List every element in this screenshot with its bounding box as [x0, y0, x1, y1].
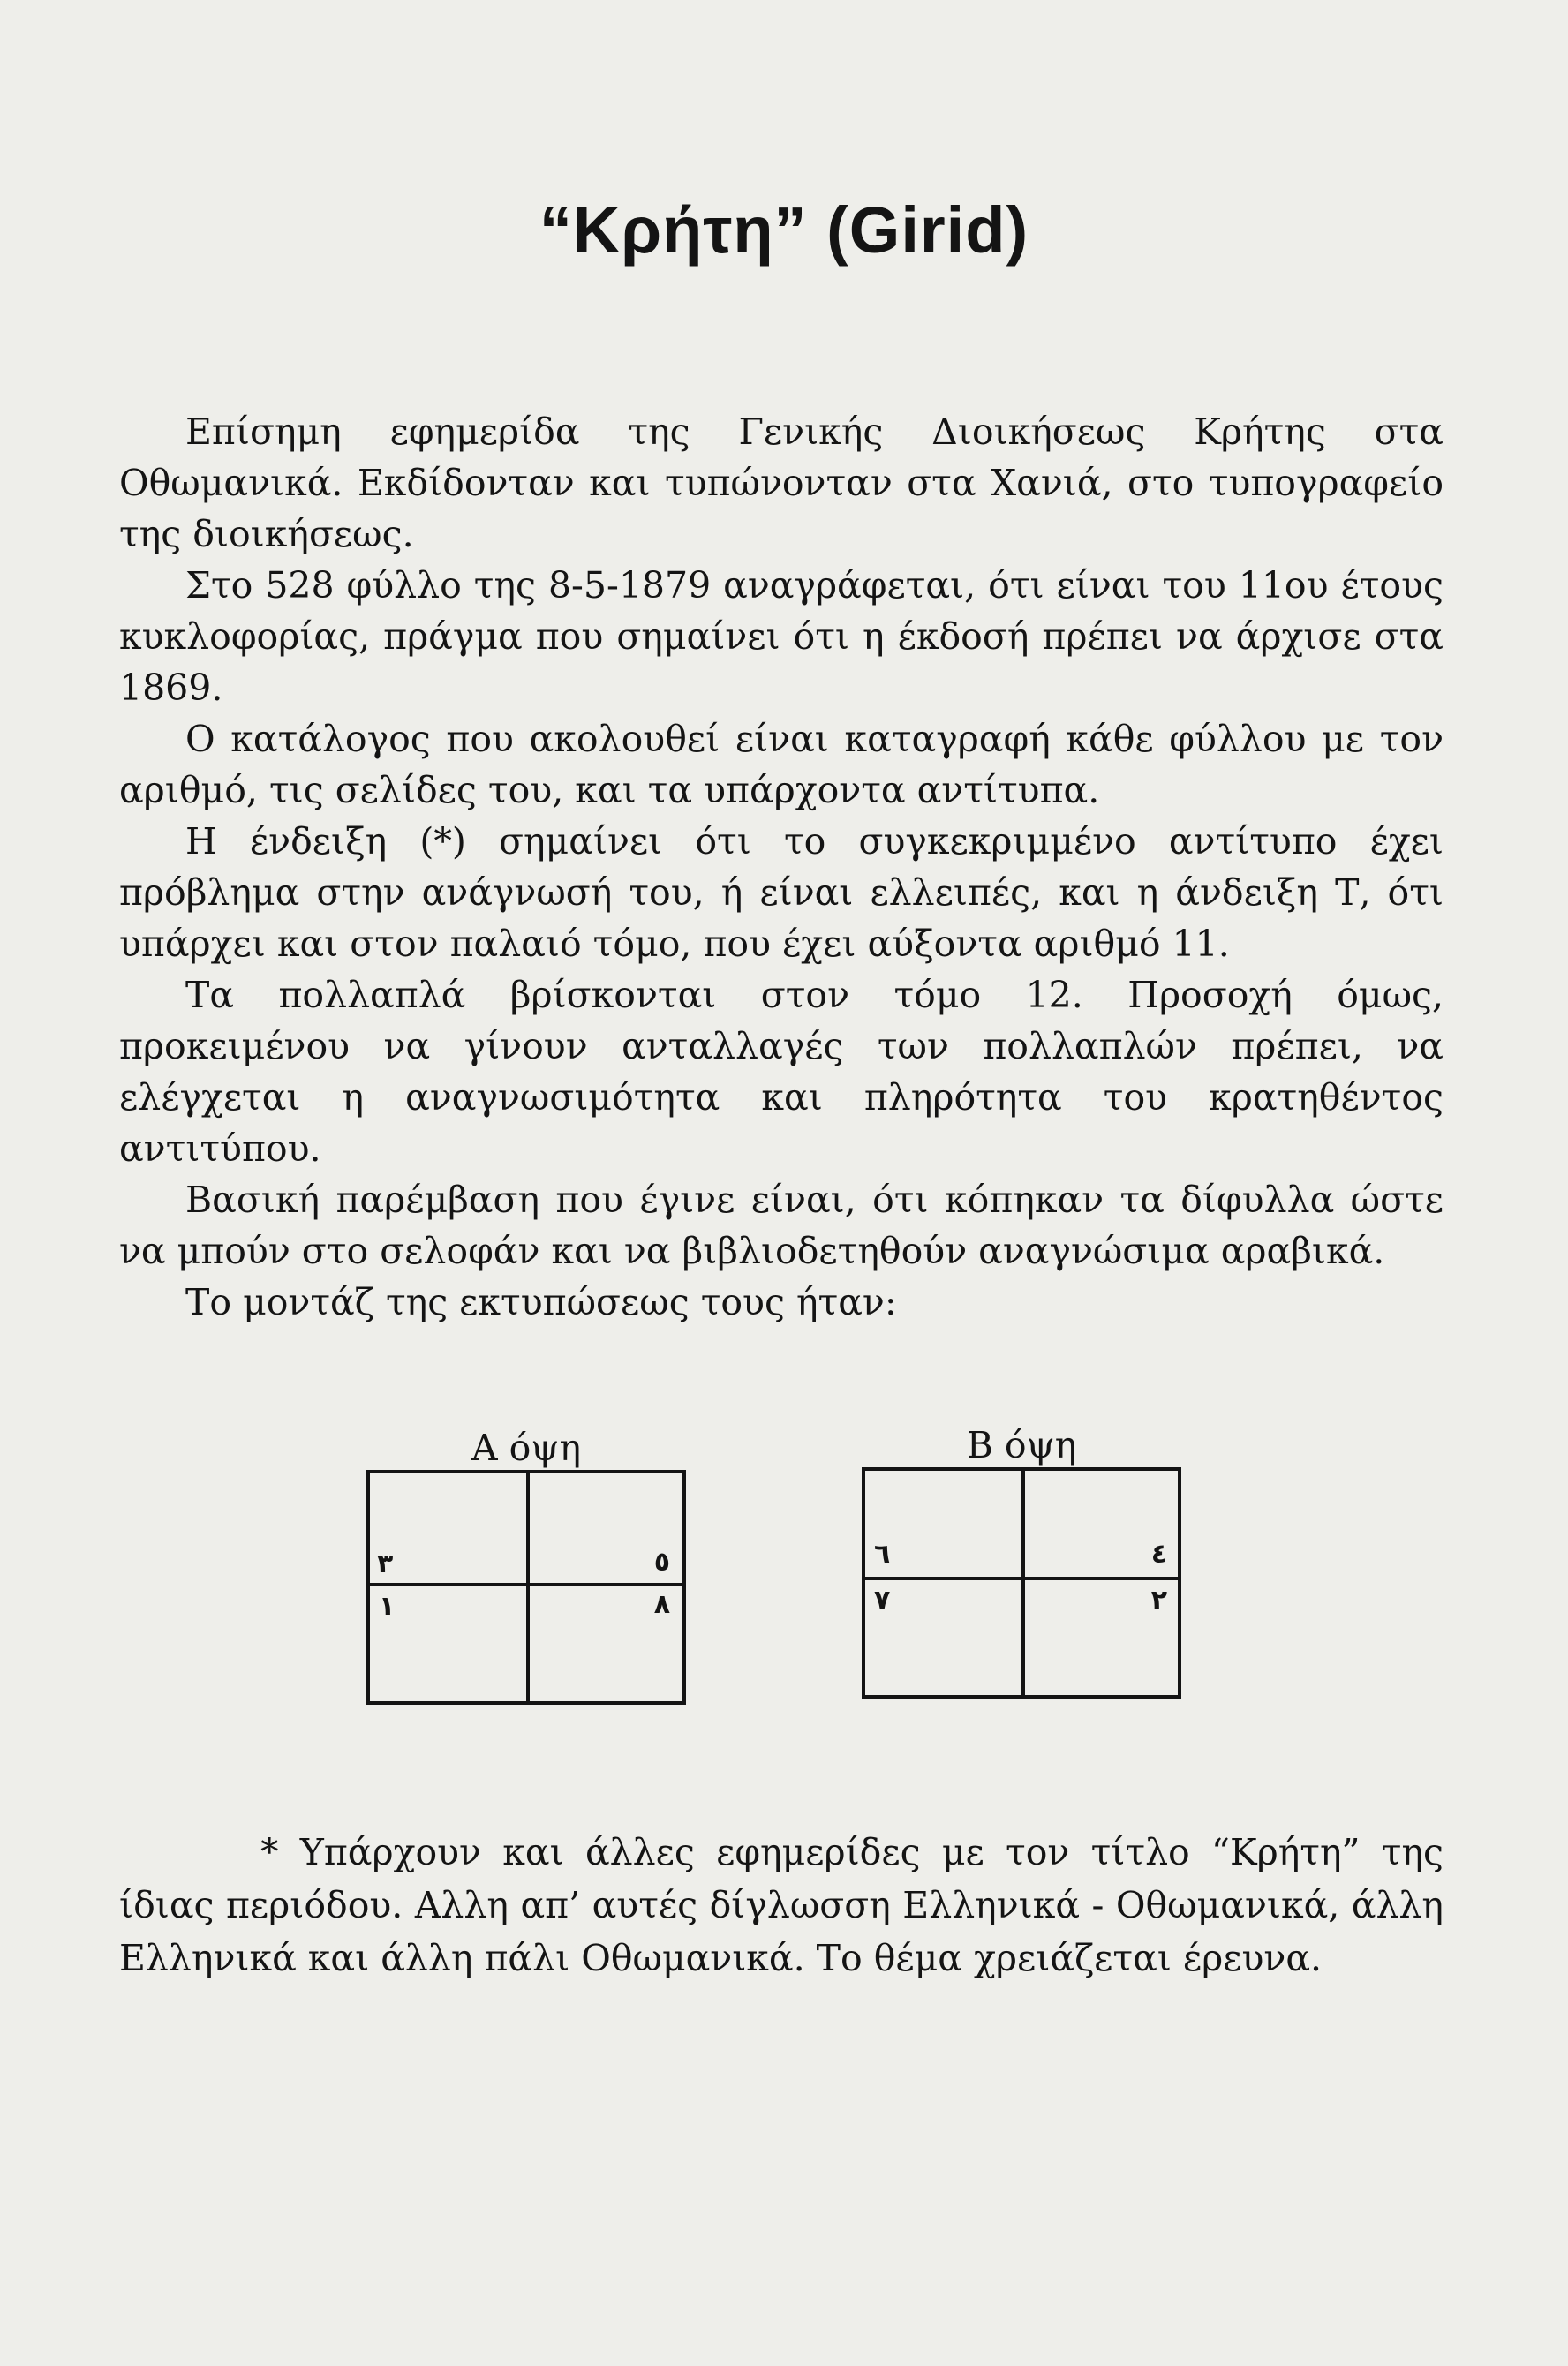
grid-vertical-line: [526, 1473, 530, 1701]
page-number-bottom-left: ١: [379, 1591, 396, 1622]
body-text: [119, 406, 1444, 1328]
footnote: * Υπάρχουν και άλλες εφημερίδες με τον τίτλο “Κρήτη” της ίδιας περιόδου. Αλλη απ’ αυτές δίγλωσση Ελληνικά - Οθωμανικά, άλλη Ελληνικά και άλλη πάλι Οθωμανικά. Το θέμα χρειάζεται έρευνα.: [119, 1831, 1444, 1979]
page-number-bottom-right: ٢: [1150, 1585, 1167, 1616]
page-number-bottom-right: ٨: [653, 1589, 670, 1620]
page-number-top-right: ٥: [653, 1547, 670, 1578]
diagram-side-b: [862, 1423, 1181, 1706]
diagram-side-a: [366, 1426, 686, 1708]
paragraph-duplicates: Τα πολλαπλά βρίσκονται στον τόμο 12. Προσοχή όμως, προκειμένου να γίνουν ανταλλαγές των πολλαπλών πρέπει, να ελέγχεται η αναγνωσιμότητα και πληρότητα του κρατηθέντος αντιτύπου.: [119, 974, 1444, 1170]
paragraph-intervention: Βασική παρέμβαση που έγινε είναι, ότι κόπηκαν τα δίφυλλα ώστε να μπούν στο σελοφάν και να βιβλιοδετηθούν αναγνώσιμα αραβικά.: [119, 1179, 1444, 1272]
page-number-top-right: ٤: [1150, 1539, 1167, 1570]
grid-horizontal-line: [370, 1583, 682, 1586]
paragraph-markers: Η ένδειξη (*) σημαίνει ότι το συγκεκριμμένο αντίτυπο έχει πρόβλημα στην ανάγνωσή του, ή είναι ελλειπές, και η άνδειξη Τ, ότι υπάρχει και στον παλαιό τόμο, που έχει αύξοντα αριθμό 11.: [119, 820, 1444, 965]
paragraph-catalogue: Ο κατάλογος που ακολουθεί είναι καταγραφή κάθε φύλλου με τον αριθμό, τις σελίδες του, και τα υπάρχοντα αντίτυπα.: [119, 718, 1444, 811]
paragraph-intro: Επίσημη εφημερίδα της Γενικής Διοικήσεως Κρήτης στα Οθωμανικά. Εκδίδονταν και τυπώνονταν στα Χανιά, στο τυπογραφείο της διοικήσεως.: [119, 411, 1444, 555]
page-title: “Κρήτη” (Girid): [539, 193, 1029, 267]
grid-vertical-line: [1021, 1471, 1025, 1695]
grid-horizontal-line: [865, 1577, 1178, 1580]
diagram-side-a-grid: [366, 1470, 686, 1705]
diagram-side-a-caption: Α όψη: [471, 1427, 582, 1469]
page-number-bottom-left: ٧: [874, 1585, 891, 1616]
page-number-top-left: ٦: [874, 1539, 891, 1570]
page-number-top-left: ٣: [377, 1548, 394, 1579]
paragraph-issue-528: Στο 528 φύλλο της 8-5-1879 αναγράφεται, ότι είναι του 11ου έτους κυκλοφορίας, πράγμα που σημαίνει ότι η έκδοσή πρέπει να άρχισε στα 1869.: [119, 564, 1444, 709]
diagram-side-b-grid: [862, 1467, 1181, 1699]
paragraph-montage: Το μοντάζ της εκτυπώσεως τους ήταν:: [185, 1281, 897, 1323]
diagram-side-b-caption: Β όψη: [966, 1424, 1077, 1466]
